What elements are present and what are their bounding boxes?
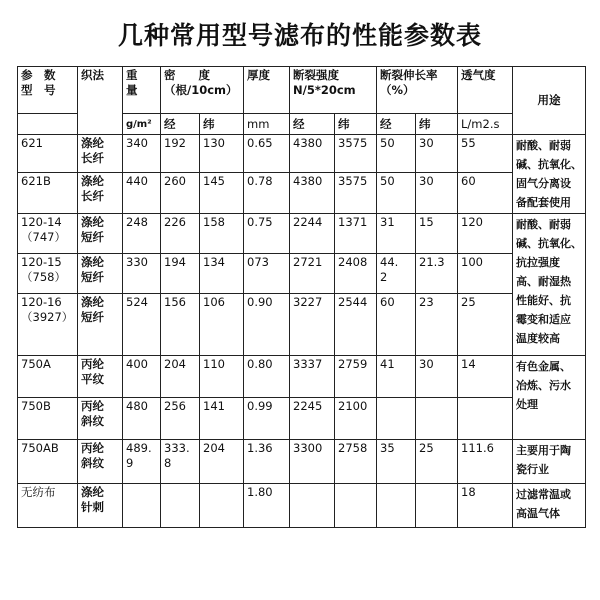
header-density-weft: 纬 — [200, 114, 244, 135]
cell-elongation-warp: 50 — [377, 173, 416, 214]
header-model: 参 数 型 号 — [18, 67, 78, 114]
cell-usage-5: 过滤常温或 高温气体 — [513, 484, 586, 528]
cell-density-warp: 156 — [161, 294, 200, 356]
cell-weight: 400 — [123, 356, 161, 398]
cell-strength-weft: 3575 — [335, 173, 377, 214]
cell-thickness: 0.78 — [244, 173, 290, 214]
cell-air — [458, 398, 513, 440]
table-row — [18, 356, 586, 398]
header-air-permeability: 透气度 — [458, 67, 513, 114]
cell-elongation-weft: 15 — [416, 214, 458, 254]
header-elongation-weft: 纬 — [416, 114, 458, 135]
cell-density-weft: 158 — [200, 214, 244, 254]
cell-weight — [123, 484, 161, 528]
cell-density-warp: 333. 8 — [161, 440, 200, 484]
cell-weave: 丙纶 斜纹 — [78, 398, 123, 440]
header-weight: 重 量 — [123, 67, 161, 114]
header-elongation: 断裂伸长率 （%） — [377, 67, 458, 114]
cell-thickness: 073 — [244, 254, 290, 294]
cell-density-warp: 226 — [161, 214, 200, 254]
cell-strength-weft: 2100 — [335, 398, 377, 440]
header-thickness-unit: mm — [244, 114, 290, 135]
cell-weave: 涤纶 长纤 — [78, 135, 123, 173]
cell-strength-warp: 2721 — [290, 254, 335, 294]
cell-density-warp: 260 — [161, 173, 200, 214]
cell-strength-weft: 2759 — [335, 356, 377, 398]
cell-model: 750A — [18, 356, 78, 398]
table-row — [18, 214, 586, 254]
cell-usage-4: 主要用于陶 瓷行业 — [513, 440, 586, 484]
cell-strength-weft: 3575 — [335, 135, 377, 173]
cell-thickness: 0.99 — [244, 398, 290, 440]
cell-usage-1: 耐酸、耐弱 碱、抗氧化、 固气分离设 备配套使用 — [513, 135, 586, 214]
cell-weight: 340 — [123, 135, 161, 173]
cell-thickness: 1.80 — [244, 484, 290, 528]
cell-strength-warp: 3227 — [290, 294, 335, 356]
cell-air: 111.6 — [458, 440, 513, 484]
cell-density-weft: 130 — [200, 135, 244, 173]
header-strength-weft: 纬 — [335, 114, 377, 135]
table-row — [18, 294, 586, 356]
cell-strength-warp: 3300 — [290, 440, 335, 484]
cell-elongation-weft: 21.3 — [416, 254, 458, 294]
cell-density-weft: 106 — [200, 294, 244, 356]
cell-elongation-warp: 31 — [377, 214, 416, 254]
cell-strength-warp: 4380 — [290, 135, 335, 173]
table-row — [18, 484, 586, 528]
cell-model: 120-16 （3927） — [18, 294, 78, 356]
cell-model: 120-15 （758） — [18, 254, 78, 294]
cell-weave: 涤纶 针刺 — [78, 484, 123, 528]
cell-density-weft: 110 — [200, 356, 244, 398]
cell-elongation-weft — [416, 484, 458, 528]
cell-weave: 涤纶 短纤 — [78, 214, 123, 254]
cell-thickness: 0.75 — [244, 214, 290, 254]
cell-model: 750AB — [18, 440, 78, 484]
table-row — [18, 135, 586, 173]
cell-density-weft: 134 — [200, 254, 244, 294]
cell-elongation-weft: 23 — [416, 294, 458, 356]
header-elongation-warp: 经 — [377, 114, 416, 135]
cell-usage-3: 有色金属、 冶炼、污水 处理 — [513, 356, 586, 440]
cell-density-weft: 145 — [200, 173, 244, 214]
cell-density-weft: 204 — [200, 440, 244, 484]
cell-density-warp — [161, 484, 200, 528]
cell-weave: 涤纶 短纤 — [78, 294, 123, 356]
cell-strength-weft: 2544 — [335, 294, 377, 356]
cell-strength-warp — [290, 484, 335, 528]
cell-thickness: 0.90 — [244, 294, 290, 356]
cell-thickness: 0.65 — [244, 135, 290, 173]
cell-density-weft: 141 — [200, 398, 244, 440]
cell-weight: 480 — [123, 398, 161, 440]
cell-weight: 524 — [123, 294, 161, 356]
cell-strength-weft: 1371 — [335, 214, 377, 254]
table-title: 几种常用型号滤布的性能参数表 — [117, 21, 482, 50]
cell-strength-warp: 2244 — [290, 214, 335, 254]
cell-elongation-weft: 30 — [416, 135, 458, 173]
header-row — [18, 67, 586, 114]
cell-elongation-warp — [377, 398, 416, 440]
header-air-unit: L/m2.s — [458, 114, 513, 135]
header-strength-warp: 经 — [290, 114, 335, 135]
cell-weight: 330 — [123, 254, 161, 294]
header-density: 密 度 （根/10cm） — [161, 67, 244, 114]
header-usage: 用途 — [513, 67, 586, 135]
cell-thickness: 1.36 — [244, 440, 290, 484]
header-strength: 断裂强度 N/5*20cm — [290, 67, 377, 114]
cell-strength-warp: 3337 — [290, 356, 335, 398]
cell-density-warp: 194 — [161, 254, 200, 294]
cell-weave: 涤纶 短纤 — [78, 254, 123, 294]
cell-model: 621B — [18, 173, 78, 214]
cell-elongation-warp: 41 — [377, 356, 416, 398]
cell-strength-weft: 2408 — [335, 254, 377, 294]
table-row — [18, 173, 586, 214]
cell-weave: 丙纶 平纹 — [78, 356, 123, 398]
table-row — [18, 440, 586, 484]
cell-air: 18 — [458, 484, 513, 528]
cell-elongation-warp — [377, 484, 416, 528]
cell-thickness: 0.80 — [244, 356, 290, 398]
filter-cloth-parameter-table — [17, 66, 586, 528]
cell-model: 120-14 （747） — [18, 214, 78, 254]
cell-elongation-warp: 35 — [377, 440, 416, 484]
cell-air: 120 — [458, 214, 513, 254]
cell-elongation-warp: 44. 2 — [377, 254, 416, 294]
cell-model: 无纺布 — [18, 484, 78, 528]
cell-weight: 489. 9 — [123, 440, 161, 484]
cell-air: 55 — [458, 135, 513, 173]
header-thickness: 厚度 — [244, 67, 290, 114]
cell-elongation-weft: 30 — [416, 173, 458, 214]
header-density-warp: 经 — [161, 114, 200, 135]
cell-strength-weft: 2758 — [335, 440, 377, 484]
cell-strength-warp: 4380 — [290, 173, 335, 214]
cell-usage-2: 耐酸、耐弱 碱、抗氧化、 抗拉强度 高、耐湿热 性能好、抗 霉变和适应 温度较高 — [513, 214, 586, 356]
cell-model: 750B — [18, 398, 78, 440]
cell-density-warp: 192 — [161, 135, 200, 173]
cell-elongation-weft: 25 — [416, 440, 458, 484]
cell-weight: 440 — [123, 173, 161, 214]
table-row — [18, 254, 586, 294]
header-weave: 织法 — [78, 67, 123, 135]
cell-model: 621 — [18, 135, 78, 173]
cell-weave: 丙纶 斜纹 — [78, 440, 123, 484]
cell-strength-warp: 2245 — [290, 398, 335, 440]
cell-elongation-warp: 50 — [377, 135, 416, 173]
cell-elongation-warp: 60 — [377, 294, 416, 356]
cell-density-warp: 204 — [161, 356, 200, 398]
cell-density-weft — [200, 484, 244, 528]
cell-weave: 涤纶 长纤 — [78, 173, 123, 214]
header-model-blank — [18, 114, 78, 135]
cell-elongation-weft: 30 — [416, 356, 458, 398]
header-weight-unit: g/m² — [123, 114, 161, 135]
cell-air: 60 — [458, 173, 513, 214]
cell-elongation-weft — [416, 398, 458, 440]
cell-weight: 248 — [123, 214, 161, 254]
cell-air: 14 — [458, 356, 513, 398]
cell-air: 25 — [458, 294, 513, 356]
cell-density-warp: 256 — [161, 398, 200, 440]
cell-air: 100 — [458, 254, 513, 294]
cell-strength-weft — [335, 484, 377, 528]
table-row — [18, 398, 586, 440]
